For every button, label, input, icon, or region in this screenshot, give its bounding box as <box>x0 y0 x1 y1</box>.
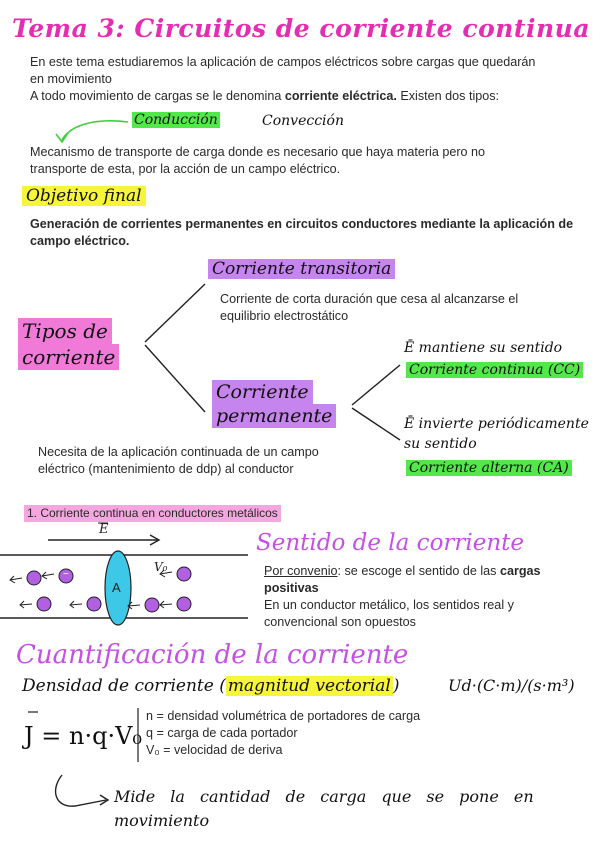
permanente-line-1: Corriente <box>212 380 313 404</box>
cuantificacion-heading: Cuantificación de la corriente <box>16 640 409 670</box>
intro-line-3-end: Existen dos tipos: <box>396 89 500 103</box>
electron-2 <box>27 571 41 585</box>
cc-label: Corriente continua (CC) <box>406 362 583 378</box>
var-q: q = carga de cada portador <box>146 726 298 740</box>
intro-line-2: en movimiento <box>30 72 112 86</box>
field-label: E <box>99 522 109 537</box>
conveccion-label: Convección <box>262 113 344 129</box>
magnitud-vectorial: magnitud vectorial <box>227 676 391 696</box>
transitoria-desc-line-2: equilibrio electrostático <box>220 309 349 323</box>
tipos-label-line-2: corriente <box>18 344 119 370</box>
ca-label: Corriente alterna (CA) <box>406 460 572 476</box>
branch-ca <box>352 408 400 440</box>
tipos-label-line-1: Tipos de <box>18 318 112 344</box>
mide-line-1: Mide la cantidad de carga que se pone en <box>114 787 534 806</box>
units-label: Ud·(C·m)/(s·m³) <box>448 676 575 695</box>
sentido-line-3: En un conductor metálico, los sentidos real y <box>264 598 514 612</box>
current-density-formula: J = n·q·V₀ <box>24 722 143 750</box>
permanente-desc-line-1: Necesita de la aplicación continuada de un campo <box>38 445 319 459</box>
electron-6 <box>145 598 159 612</box>
densidad-close: ) <box>392 676 400 696</box>
branch-permanente <box>145 345 205 412</box>
intro-line-3-text: A todo movimiento de cargas se le denomina <box>30 89 285 103</box>
ca-note-line-2: su sentido <box>404 436 477 452</box>
sentido-line-1-text: : se escoge el sentido de las <box>337 564 500 578</box>
sentido-line-4: convencional son opuestos <box>264 615 416 629</box>
intro-bold-term: corriente eléctrica. <box>284 89 397 103</box>
mide-note <box>114 785 534 833</box>
variables-list <box>146 708 420 759</box>
green-arrow-head <box>56 133 68 142</box>
electron-5 <box>87 597 101 611</box>
densidad-text: Densidad de corriente ( <box>22 676 226 696</box>
objetivo-line-2: campo eléctrico. <box>30 234 130 248</box>
branch-transitoria <box>145 284 205 342</box>
var-n: n = densidad volumétrica de portadores de carga <box>146 709 421 723</box>
cargas-term: cargas <box>499 564 541 578</box>
cc-note: Ē mantiene su sentido <box>404 340 563 356</box>
permanente-desc-line-2: eléctrico (mantenimiento de ddp) al conductor <box>38 462 294 476</box>
intro-line-1: En este tema estudiaremos la aplicación de campos eléctricos sobre cargas que quedarán <box>30 55 536 69</box>
ammeter-label: A <box>112 580 121 595</box>
conduccion-label: Conducción <box>134 112 218 128</box>
permanente-line-2: permanente <box>212 404 336 428</box>
mechanism-line-1: Mecanismo de transporte de carga donde es necesario que haya materia pero no <box>30 145 486 159</box>
branch-cc <box>352 365 400 405</box>
mechanism-line-2: transporte de esta, por la acción de un campo eléctrico. <box>30 162 341 176</box>
sentido-line-1 <box>264 563 541 580</box>
objetivo-line-1: Generación de corrientes permanentes en circuitos conductores mediante la aplicación de <box>30 217 574 231</box>
densidad-line <box>22 676 399 696</box>
green-arrow-line <box>62 121 128 140</box>
transitoria-label: Corriente transitoria <box>208 259 395 279</box>
convenio-term: Por convenio <box>264 564 338 578</box>
ca-note-line-1: Ē invierte periódicamente <box>404 416 589 432</box>
sentido-paragraph <box>264 563 541 631</box>
sentido-heading: Sentido de la corriente <box>256 530 525 556</box>
mide-line-2: movimiento <box>114 811 210 830</box>
var-v: V₀ = velocidad de deriva <box>146 743 283 757</box>
electron-7 <box>177 597 191 611</box>
mide-arrow-line <box>56 775 106 806</box>
page-title: Tema 3: Circuitos de corriente continua <box>12 14 591 43</box>
sentido-line-2: positivas <box>264 581 319 595</box>
transitoria-desc-line-1: Corriente de corta duración que cesa al alcanzarse el <box>220 292 519 306</box>
section1-heading: 1. Corriente continua en conductores metálicos <box>24 505 281 522</box>
electron-4 <box>37 597 51 611</box>
electron-3 <box>177 567 191 581</box>
electron-sign: − <box>63 569 69 580</box>
velocity-label: V₀ <box>154 560 168 574</box>
objetivo-heading: Objetivo final <box>22 186 146 206</box>
